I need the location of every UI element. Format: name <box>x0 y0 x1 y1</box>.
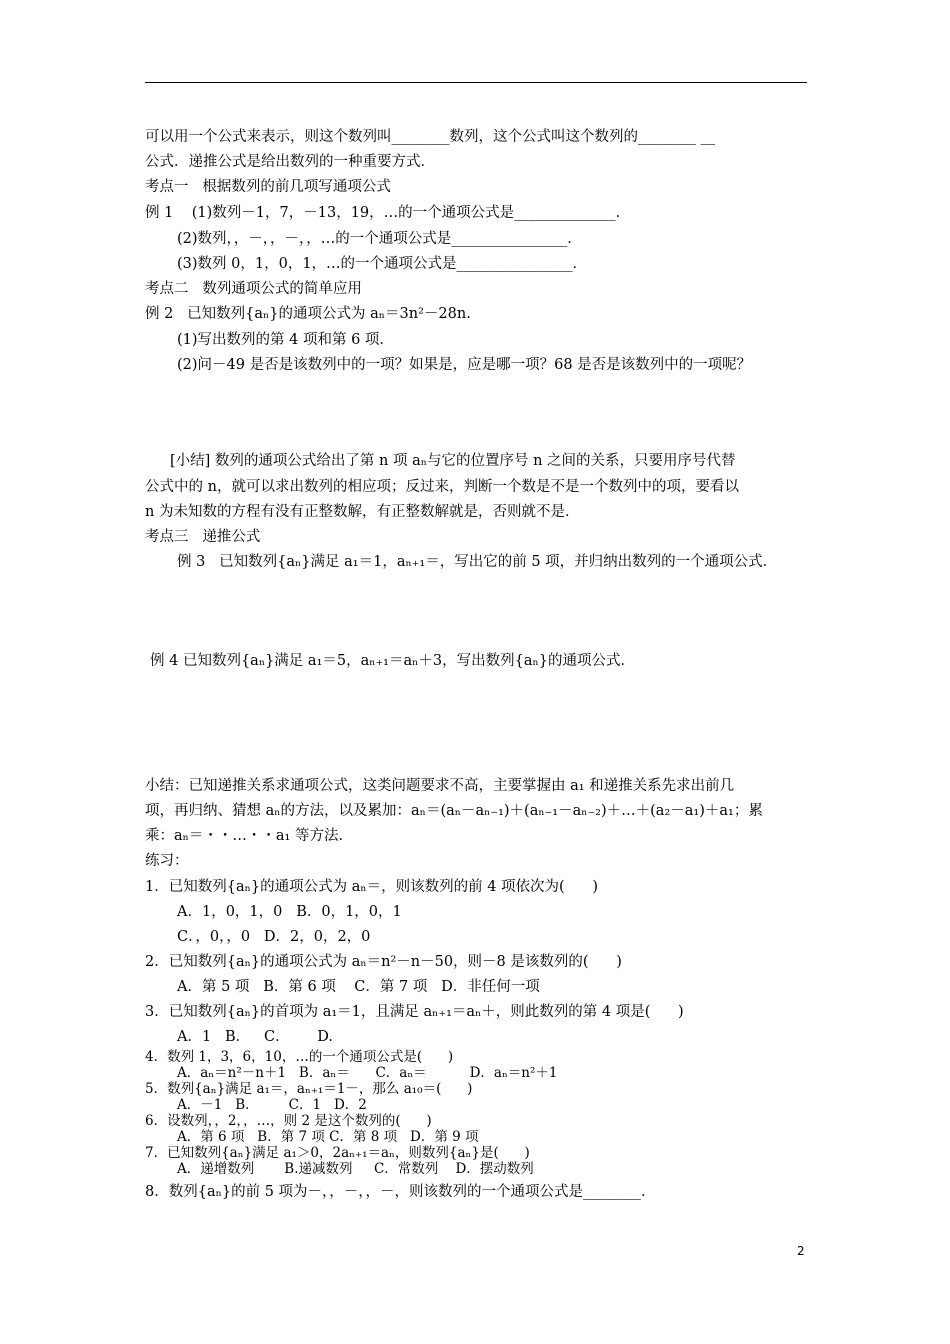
text-line: 乘：aₙ＝・・…・・a₁ 等方法． <box>145 828 353 844</box>
text-line: 公式中的 n，就可以求出数列的相应项；反过来，判断一个数是不是一个数列中的项，要看以 <box>145 479 739 495</box>
text-line: n 为未知数的方程有没有正整数解，有正整数解就是，否则就不是． <box>145 504 580 520</box>
text-line: 例 1 (1)数列－1，7，－13，19，…的一个通项公式是______________． <box>145 205 631 221</box>
text-line: (2)问－49 是否是该数列中的一项？如果是，应是哪一项？68 是否是该数列中的一项呢？ <box>177 357 752 373</box>
text-line: 项，再归纳、猜想 aₙ的方法，以及累加：aₙ＝(aₙ－aₙ₋₁)＋(aₙ₋₁－aₙ₋₂)＋…＋(a₂－a₁)＋a₁；累 <box>145 803 763 819</box>
exercise-options: A．第 6 项 B．第 7 项 C．第 8 项 D．第 9 项 <box>177 1129 479 1145</box>
text-line: 可以用一个公式来表示，则这个数列叫________数列，这个公式叫这个数列的________ __ <box>145 129 716 145</box>
section-heading: 考点一 根据数列的前几项写通项公式 <box>145 179 391 195</box>
exercise-options: A．1，0，1，0 B．0，1，0，1 <box>177 904 402 920</box>
exercise-question: 5．数列{aₙ}满足 a₁＝，aₙ₊₁＝1－，那么 a₁₀＝( ) <box>145 1081 473 1097</box>
section-heading: 考点二 数列通项公式的简单应用 <box>145 281 362 297</box>
exercise-question: 1．已知数列{aₙ}的通项公式为 aₙ＝，则该数列的前 4 项依次为( ) <box>145 879 599 895</box>
text-line: (1)写出数列的第 4 项和第 6 项． <box>177 332 394 348</box>
exercise-question: 4．数列 1，3，6，10，…的一个通项公式是( ) <box>145 1049 454 1065</box>
exercise-question: 7．已知数列{aₙ}满足 a₁＞0，2aₙ₊₁＝aₙ，则数列{aₙ}是( ) <box>145 1145 530 1161</box>
header-rule <box>145 82 807 83</box>
page-number: 2 <box>797 1244 805 1258</box>
section-heading: 考点三 递推公式 <box>145 529 261 545</box>
section-heading: 练习： <box>145 853 189 869</box>
exercise-question: 6．设数列，，2，，…，则 2 是这个数列的( ) <box>145 1113 432 1129</box>
text-line: 公式．递推公式是给出数列的一种重要方式． <box>145 154 435 170</box>
exercise-question: 2．已知数列{aₙ}的通项公式为 aₙ＝n²－n－50，则－8 是该数列的( ) <box>145 954 622 970</box>
text-line: 小结：已知递推关系求通项公式，这类问题要求不高，主要掌握由 a₁ 和递推关系先求出前几 <box>145 778 735 794</box>
exercise-options: A．递增数列 B.递减数列 C．常数列 D．摆动数列 <box>177 1161 534 1177</box>
text-line: 例 2 已知数列{aₙ}的通项公式为 aₙ＝3n²－28n. <box>145 306 471 322</box>
exercise-options: A．－1 B． C．1 D．2 <box>177 1097 367 1113</box>
exercise-question: 3．已知数列{aₙ}的首项为 a₁＝1，且满足 aₙ₊₁＝aₙ＋，则此数列的第 4 项是( ) <box>145 1004 684 1020</box>
text-line: (3)数列 0，1，0，1，…的一个通项公式是________________． <box>177 256 588 272</box>
exercise-question: 8．数列{aₙ}的前 5 项为－，，－，，－，则该数列的一个通项公式是________． <box>145 1184 656 1200</box>
exercise-options: A．aₙ＝n²－n＋1 B．aₙ＝ C．aₙ＝ D．aₙ＝n²＋1 <box>177 1065 558 1081</box>
exercise-options: A．第 5 项 B．第 6 项 C．第 7 项 D．非任何一项 <box>177 979 540 995</box>
text-line: 例 3 已知数列{aₙ}满足 a₁＝1，aₙ₊₁＝，写出它的前 5 项，并归纳出数列的一个通项公式． <box>177 554 778 570</box>
text-line: [小结] 数列的通项公式给出了第 n 项 aₙ与它的位置序号 n 之间的关系，只要用序号代替 <box>170 453 736 469</box>
exercise-options: A．1 B． C． D. <box>177 1029 333 1045</box>
exercise-options: C．，0，，0 D．2，0，2，0 <box>177 929 371 945</box>
text-line: (2)数列，，－，，－，，…的一个通项公式是________________． <box>177 231 582 247</box>
text-line: 例 4 已知数列{aₙ}满足 a₁＝5，aₙ₊₁＝aₙ＋3，写出数列{aₙ}的通项公式． <box>150 653 635 669</box>
